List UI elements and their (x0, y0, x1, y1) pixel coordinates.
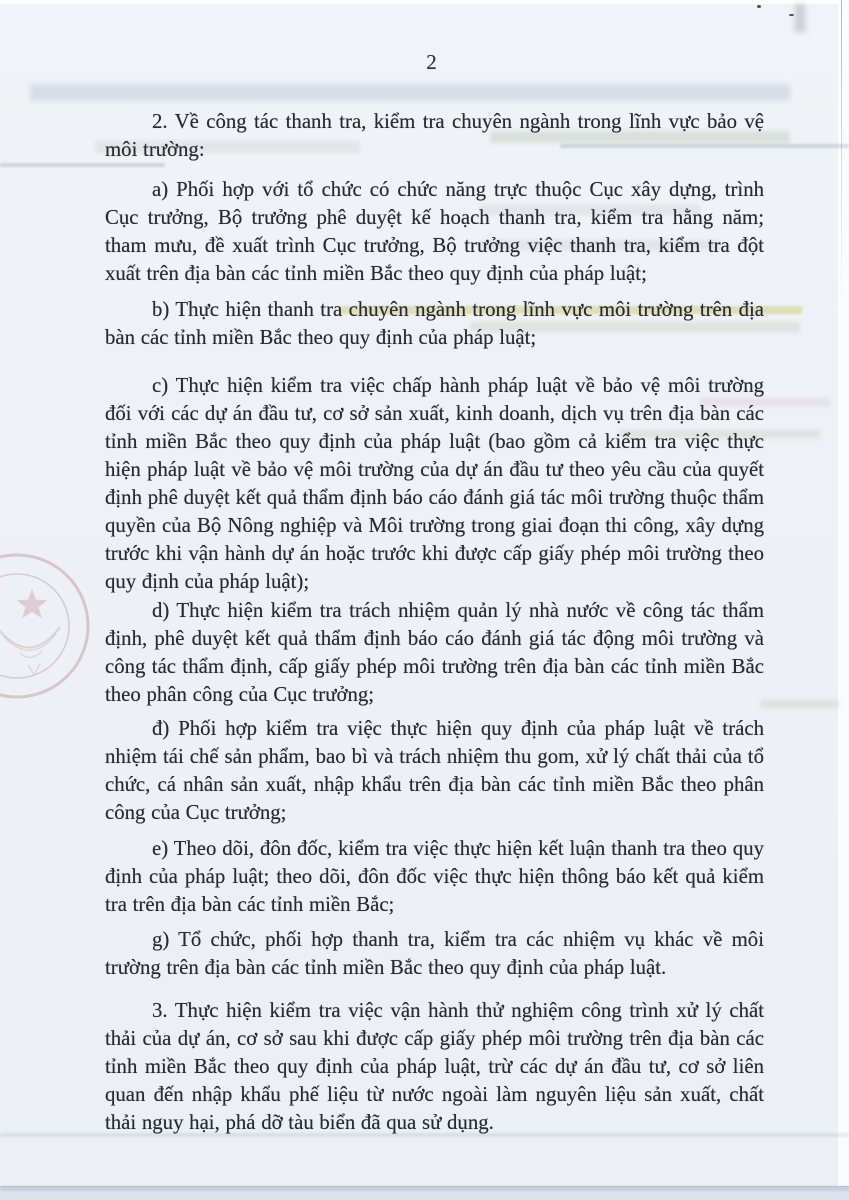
paragraph-item-e: e) Theo dõi, đôn đốc, kiểm tra việc thực hiện kết luận thanh tra theo quy định của pháp luật; theo dõi, đôn đốc việc thực hiện thông báo kết quả kiểm tra trên địa bàn các tỉnh miền Bắc; (105, 837, 764, 916)
scan-smudge (795, 4, 805, 32)
paragraph-item-b: b) Thực hiện thanh tra chuyên ngành trong lĩnh vực môi trường trên địa bàn các tỉnh miền Bắc theo quy định của pháp luật; (105, 298, 764, 349)
paragraph-clause-3: 3. Thực hiện kiểm tra việc vận hành thử nghiệm công trình xử lý chất thải của dự án, cơ sở sau khi được cấp giấy phép môi trường trên địa bàn các tỉnh miền Bắc theo quy định của pháp luật, trừ các dự án đầu tư, cơ sở liên quan đến nhập khẩu phế liệu từ nước ngoài làm nguyên liệu sản xuất, chất thải nguy hại, phá dỡ tàu biển đã qua sử dụng. (105, 999, 764, 1134)
paragraph-item-c: c) Thực hiện kiểm tra việc chấp hành pháp luật về bảo vệ môi trường đối với các dự án đầu tư, cơ sở sản xuất, kinh doanh, dịch vụ trên địa bàn các tỉnh miền Bắc theo quy định của pháp luật (bao gồm cả kiểm tra việc thực hiện pháp luật về bảo vệ môi trường của dự án đầu tư theo yêu cầu của quyết định phê duyệt kết quả thẩm định báo cáo đánh giá tác môi trường thuộc thẩm quyền của Bộ Nông nghiệp và Môi trường trong giai đoạn thi công, xây dựng trước khi vận hành dự án hoặc trước khi được cấp giấy phép môi trường theo quy định của pháp luật); (105, 374, 764, 593)
page-number: 2 (426, 50, 437, 74)
toner-speck (757, 5, 761, 8)
star-emblem-icon (17, 589, 48, 618)
paragraph-item-dd: đ) Phối hợp kiểm tra việc thực hiện quy định của pháp luật về trách nhiệm tái chế sản phẩm, bao bì và trách nhiệm thu gom, xử lý chất thải của tổ chức, cá nhân sản xuất, nhập khẩu trên địa bàn các tỉnh miền Bắc theo phân công của Cục trưởng; (105, 717, 764, 824)
paragraph-item-g: g) Tổ chức, phối hợp thanh tra, kiểm tra các nhiệm vụ khác về môi trường trên địa bàn các tỉnh miền Bắc theo quy định của pháp luật. (105, 928, 764, 979)
paragraph-item-a: a) Phối hợp với tổ chức có chức năng trực thuộc Cục xây dựng, trình Cục trưởng, Bộ trưởng phê duyệt kế hoạch thanh tra, kiểm tra hằng năm; tham mưu, đề xuất trình Cục trưởng, Bộ trưởng việc thanh tra, kiểm tra đột xuất trên địa bàn các tỉnh miền Bắc theo quy định của pháp luật; (105, 178, 764, 285)
scan-edge-top (0, 0, 849, 4)
toner-speck (789, 14, 794, 16)
scan-edge-bottom (0, 1186, 849, 1200)
scan-edge-right-line (841, 0, 842, 320)
scan-edge-right (838, 0, 849, 1200)
paragraph-clause-2: 2. Về công tác thanh tra, kiểm tra chuyên ngành trong lĩnh vực bảo vệ môi trường: (105, 110, 764, 161)
bleed-through-ghost (30, 84, 790, 101)
document-body (105, 108, 764, 1137)
circular-official-seal-imprint-icon (0, 541, 102, 711)
paragraph-item-d: d) Thực hiện kiểm tra trách nhiệm quản lý nhà nước về công tác thẩm định, phê duyệt kết quả thẩm định báo cáo đánh giá tác động môi trường và công tác thẩm định, cấp giấy phép môi trường trên địa bàn các tỉnh miền Bắc theo phân công của Cục trưởng; (105, 599, 764, 706)
bleed-through-ghost (760, 700, 840, 708)
